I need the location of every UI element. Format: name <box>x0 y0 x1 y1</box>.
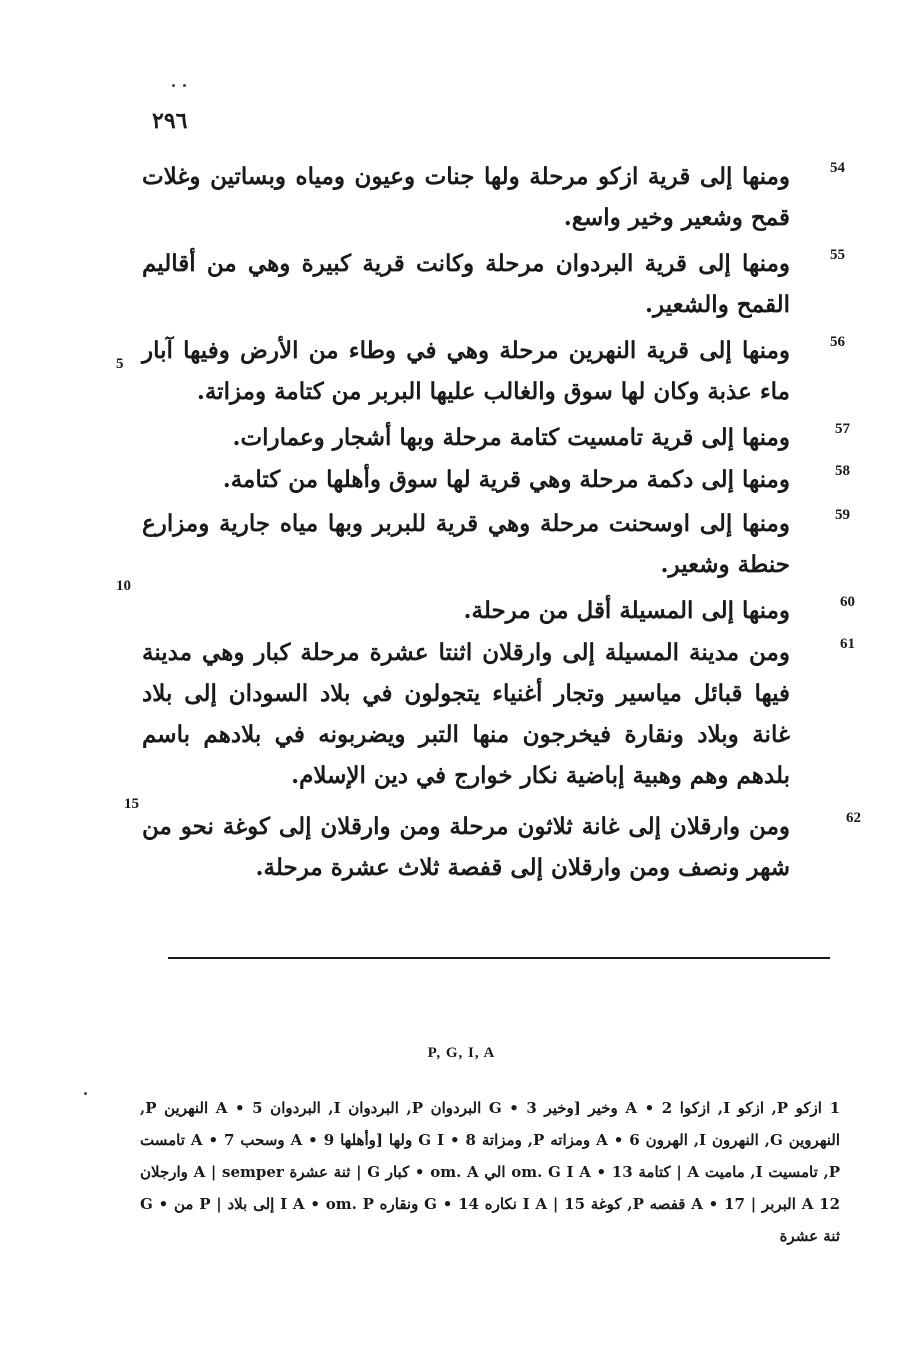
entry-text: ومن مدينة المسيلة إلى وارقلان اثنتا عشرة مرحلة كبار وهي مدينة فيها قبائل مياسير وتجار أغنياء يتجولون في بلاد السودان إلى بلاد غانة وبلاد ونقارة فيخرجون منها التبر ويضربونه في بلادهم باسم بلدهم وهم وهبية إباضية نكار خوارج في دين الإسلام. <box>142 639 790 789</box>
entry-number: 54 <box>830 160 845 176</box>
line-number-15: 15 <box>124 796 139 812</box>
manuscript-sigla: P, G, I, A <box>427 1045 496 1061</box>
print-speck <box>183 84 186 87</box>
entry-text: ومن وارقلان إلى غانة ثلاثون مرحلة ومن وارقلان إلى كوغة نحو من شهر ونصف ومن وارقلان إلى قفصة ثلاث عشرة مرحلة. <box>142 813 790 881</box>
footnote-divider <box>168 957 830 959</box>
line-number-10: 10 <box>116 578 131 594</box>
entry-number: 62 <box>846 810 861 826</box>
entry-number: 58 <box>835 463 850 479</box>
critical-apparatus: 1 ازكو P, ازكو I, ازكوا A • 2 وخير [وخير G • 3 البردوان P, البردوان I, البردوان A • 5 النهرين P, النهروين G, النهرون I, الهرون A • 6 ومزاته P, ومزاتة G I • 8 ولها [وأهلها A • 9 وسحب A • 7 تامست P, تامسيت I, ماميت A | كتامة om. G I A • 13 الي om. A • كبار G | ثنة عشرة A | semper وارجلان 12 A البربر | A • 17 قفصه P, كوغة I A | 15 نكاره G • 14 ونقاره I A • om. P إلى بلاد | P من • G ثنة عشرة <box>140 1099 841 1245</box>
entry-text: ومنها إلى قرية النهرين مرحلة وهي في وطاء من الأرض وفيها آبار ماء عذبة وكان لها سوق والغالب عليها البربر من كتامة ومزاتة. <box>142 337 790 405</box>
entry-text: ومنها إلى اوسحنت مرحلة وهي قرية للبربر وبها مياه جارية ومزارع حنطة وشعير. <box>142 510 790 578</box>
page-number: ٢٩٦ <box>152 108 188 134</box>
entry-number: 59 <box>835 507 850 523</box>
entry-text: ومنها إلى دكمة مرحلة وهي قرية لها سوق وأهلها من كتامة. <box>222 466 790 493</box>
entry-number: 60 <box>840 594 855 610</box>
entry-text: ومنها إلى قرية البردوان مرحلة وكانت قرية كبيرة وهي من أقاليم القمح والشعير. <box>142 250 790 318</box>
entry-text: ومنها إلى قرية ازكو مرحلة ولها جنات وعيون ومياه وبساتين وغلات قمح وشعير وخير واسع. <box>142 163 790 231</box>
print-speck <box>84 1092 87 1095</box>
entry-text: ومنها إلى المسيلة أقل من مرحلة. <box>463 597 790 624</box>
entry-number: 56 <box>830 334 845 350</box>
entry-number: 55 <box>830 247 845 263</box>
entry-text: ومنها إلى قرية تامسيت كتامة مرحلة وبها أشجار وعمارات. <box>232 424 790 451</box>
entry-number: 61 <box>840 636 855 652</box>
entry-number: 57 <box>835 421 850 437</box>
print-speck <box>172 84 175 87</box>
line-number-5: 5 <box>116 356 124 372</box>
